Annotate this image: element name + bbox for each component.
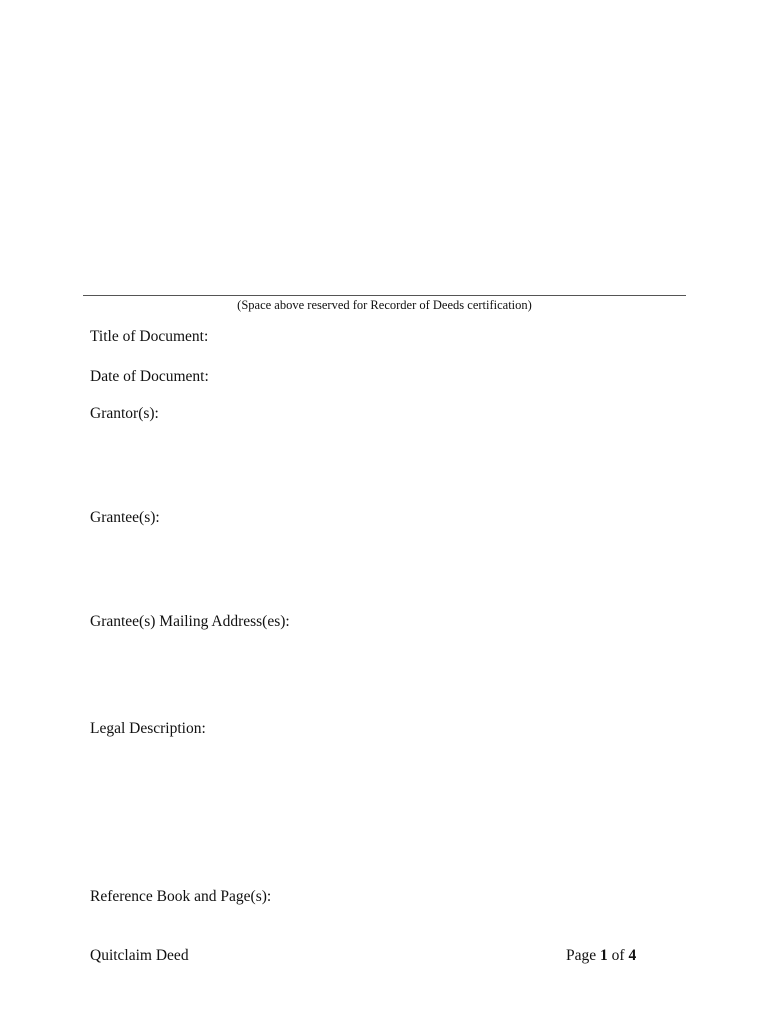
title-of-document-label: Title of Document: [90, 328, 209, 345]
page-current: 1 [600, 947, 608, 964]
page-of: of [607, 947, 629, 964]
date-of-document-label: Date of Document: [90, 368, 209, 385]
footer-page-number [566, 946, 636, 966]
legal-description-label: Legal Description: [90, 720, 206, 737]
page-total: 4 [628, 947, 637, 964]
footer-document-name: Quitclaim Deed [90, 947, 189, 964]
grantee-mailing-addresses-label: Grantee(s) Mailing Address(es): [90, 613, 290, 630]
recorder-reserved-note: (Space above reserved for Recorder of Deeds certification) [237, 298, 532, 312]
reference-book-and-pages-label: Reference Book and Page(s): [90, 888, 272, 905]
grantors-label: Grantor(s): [90, 405, 159, 422]
recorder-reserved-divider [83, 295, 686, 296]
grantees-label: Grantee(s): [90, 509, 160, 526]
page-word: Page [566, 947, 601, 964]
